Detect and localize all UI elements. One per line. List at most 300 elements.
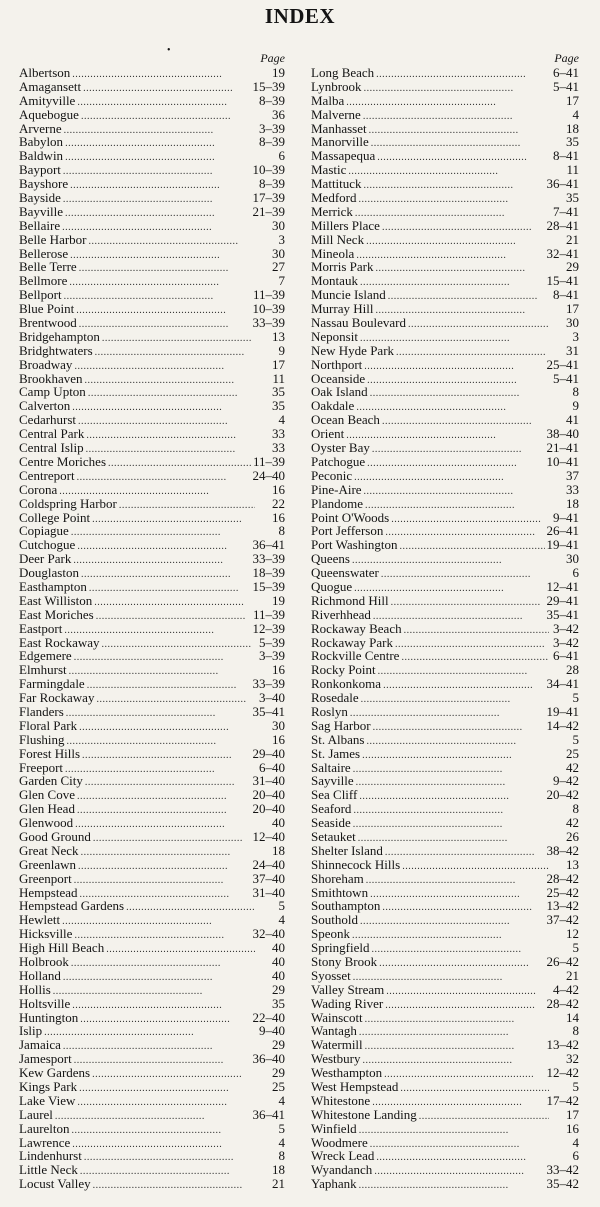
entry-place-name: Wading River [311, 995, 384, 1011]
entry-place-name: Riverhhead [311, 606, 371, 622]
entry-page-number: 3–42 [553, 620, 579, 636]
index-entry [311, 1066, 579, 1080]
entry-place-name: Elmhurst [19, 662, 67, 678]
dot-leader [70, 249, 255, 263]
dot-leader [93, 832, 251, 846]
index-entry [19, 247, 285, 261]
entry-place-name: Oyster Bay [311, 440, 370, 456]
index-entry [19, 483, 285, 497]
entry-place-name: Greenlawn [19, 856, 77, 872]
entry-place-name: Hempstead Gardens [19, 898, 125, 914]
entry-page-number: 35 [272, 398, 285, 414]
dot-leader [348, 165, 549, 179]
entry-place-name: Point O'Woods [311, 509, 390, 525]
entry-place-name: Bridgehampton [19, 328, 100, 344]
entry-place-name: Kings Park [19, 1079, 78, 1095]
entry-page-number: 4 [572, 106, 579, 122]
dot-leader [108, 457, 251, 471]
entry-page-number: 16 [272, 481, 285, 497]
dot-leader [391, 513, 549, 527]
dot-leader [402, 860, 549, 874]
index-entry [19, 177, 285, 191]
entry-page-number: 4 [572, 1134, 579, 1150]
entry-page-number: 3 [278, 231, 285, 247]
entry-page-number: 21–39 [252, 203, 285, 219]
entry-place-name: Camp Upton [19, 384, 86, 400]
dot-leader [95, 346, 255, 360]
entry-page-number: 5 [278, 898, 285, 914]
index-entry [311, 66, 579, 80]
dot-leader [419, 1110, 549, 1124]
dot-leader [369, 124, 549, 138]
entry-place-name: Lindenhurst [19, 1148, 82, 1164]
dot-leader [385, 526, 544, 540]
entry-page-number: 9–42 [553, 773, 579, 789]
index-entry [19, 788, 285, 802]
index-entry [19, 774, 285, 788]
entry-place-name: Peconic [311, 467, 353, 483]
entry-place-name: Watermill [311, 1037, 363, 1053]
dot-leader [80, 1165, 255, 1179]
entry-place-name: Mastic [311, 162, 347, 178]
index-entry [19, 1066, 285, 1080]
entry-page-number: 14 [566, 1009, 579, 1025]
dot-leader [360, 276, 545, 290]
entry-page-number: 30 [566, 551, 579, 567]
entry-place-name: Rocky Point [311, 662, 376, 678]
dot-leader [370, 888, 544, 902]
dot-leader [83, 82, 250, 96]
index-entry [311, 233, 579, 247]
dot-leader [404, 624, 549, 638]
entry-place-name: East Moriches [19, 606, 94, 622]
index-entry [311, 761, 579, 775]
entry-page-number: 15–39 [252, 578, 285, 594]
dot-leader [74, 651, 255, 665]
dot-leader [375, 262, 549, 276]
entry-page-number: 33–39 [252, 551, 285, 567]
entry-page-number: 5 [572, 940, 579, 956]
index-entry [19, 372, 285, 386]
entry-page-number: 21 [566, 231, 579, 247]
index-entry [311, 691, 579, 705]
entry-place-name: Lynbrook [311, 78, 362, 94]
entry-page-number: 35–42 [546, 1176, 579, 1192]
entry-page-number: 12–39 [252, 620, 285, 636]
dot-leader [89, 235, 255, 249]
index-entry [19, 274, 285, 288]
entry-place-name: Port Washington [311, 537, 398, 553]
index-entry [311, 1177, 579, 1191]
dot-leader [370, 387, 549, 401]
dot-leader [86, 429, 255, 443]
dot-leader [363, 1054, 550, 1068]
dot-leader [102, 332, 255, 346]
entry-page-number: 41 [566, 412, 579, 428]
index-entry [19, 511, 285, 525]
entry-page-number: 16 [272, 731, 285, 747]
dot-leader [399, 540, 544, 554]
dot-leader [73, 554, 250, 568]
dot-leader [396, 346, 549, 360]
dot-leader [359, 1026, 549, 1040]
entry-place-name: Manhasset [311, 120, 367, 136]
entry-place-name: Coldspring Harbor [19, 495, 117, 511]
entry-page-number: 21 [566, 967, 579, 983]
dot-leader [63, 971, 255, 985]
index-entry [19, 691, 285, 705]
entry-place-name: Glen Cove [19, 787, 75, 803]
dot-leader [64, 124, 255, 138]
dot-leader [401, 651, 549, 665]
dot-leader [65, 763, 255, 777]
entry-place-name: Sea Cliff [311, 787, 358, 803]
index-entry [311, 1080, 579, 1094]
entry-place-name: Good Ground [19, 828, 91, 844]
entry-page-number: 6–41 [553, 65, 579, 80]
entry-page-number: 18–39 [252, 565, 285, 581]
entry-place-name: Millers Place [311, 217, 380, 233]
entry-place-name: Hollis [19, 981, 51, 997]
entry-place-name: Mill Neck [311, 231, 365, 247]
entry-place-name: Farmingdale [19, 676, 85, 692]
entry-place-name: Whitestone Landing [311, 1106, 417, 1122]
entry-place-name: Wantagh [311, 1023, 357, 1039]
dot-leader [353, 763, 549, 777]
dot-leader [74, 874, 251, 888]
index-entry [19, 1163, 285, 1177]
entry-page-number: 33–42 [546, 1162, 579, 1178]
entry-place-name: Setauket [311, 828, 356, 844]
entry-page-number: 22–40 [252, 1009, 285, 1025]
index-entry [311, 302, 579, 316]
entry-place-name: Northport [311, 356, 363, 372]
entry-page-number: 4 [278, 1134, 285, 1150]
index-entry [19, 344, 285, 358]
entry-place-name: Jamaica [19, 1037, 61, 1053]
index-entry [19, 413, 285, 427]
entry-place-name: Southold [311, 912, 358, 928]
entry-page-number: 33 [272, 440, 285, 456]
index-entry [311, 80, 579, 94]
entry-place-name: Wainscott [311, 1009, 363, 1025]
index-entry [311, 774, 579, 788]
entry-place-name: Hicksville [19, 926, 73, 942]
entry-place-name: Rockaway Beach [311, 620, 402, 636]
entry-page-number: 5 [572, 690, 579, 706]
index-entry [311, 524, 579, 538]
entry-page-number: 16 [272, 509, 285, 525]
entry-page-number: 11–39 [252, 606, 285, 622]
index-entry [19, 941, 285, 955]
entry-place-name: Orient [311, 426, 345, 442]
dot-leader [96, 693, 255, 707]
index-entry [311, 191, 579, 205]
dot-leader [70, 179, 255, 193]
index-entry [311, 316, 579, 330]
page-title: INDEX [264, 4, 336, 28]
entry-place-name: Seaford [311, 801, 352, 817]
dot-leader [359, 1179, 545, 1193]
index-entry [311, 260, 579, 274]
dot-leader [85, 374, 255, 388]
index-entry [19, 872, 285, 886]
dot-leader [79, 1082, 255, 1096]
entry-place-name: Bridghtwaters [19, 342, 93, 358]
entry-place-name: Ocean Beach [311, 412, 380, 428]
dot-leader [77, 804, 251, 818]
entry-page-number: 8–41 [553, 148, 579, 164]
entry-page-number: 8 [572, 1023, 579, 1039]
entry-page-number: 19–41 [546, 703, 579, 719]
dot-leader [72, 68, 255, 82]
index-entry [19, 441, 285, 455]
index-entry [19, 1024, 285, 1038]
dot-leader [385, 999, 544, 1013]
entry-place-name: Eastport [19, 620, 63, 636]
entry-page-number: 8 [278, 1148, 285, 1164]
index-entry [19, 1080, 285, 1094]
entry-page-number: 17–39 [252, 190, 285, 206]
entry-page-number: 6 [572, 1148, 579, 1164]
dot-leader [367, 457, 544, 471]
dot-leader [359, 790, 544, 804]
entry-place-name: Deer Park [19, 551, 72, 567]
entry-page-number: 9 [278, 342, 285, 358]
index-entry [19, 622, 285, 636]
index-entry [19, 469, 285, 483]
index-entry [311, 816, 579, 830]
entry-page-number: 36–40 [252, 1051, 285, 1067]
entry-place-name: Blue Point [19, 301, 75, 317]
entry-page-number: 3–39 [259, 648, 285, 664]
entry-page-number: 12–42 [546, 1065, 579, 1081]
entry-place-name: Little Neck [19, 1162, 78, 1178]
entry-page-number: 31 [566, 342, 579, 358]
index-entry [311, 913, 579, 927]
entry-place-name: Bellmore [19, 273, 68, 289]
dot-leader [395, 638, 549, 652]
dot-leader [75, 818, 255, 832]
entry-page-number: 38–40 [546, 426, 579, 442]
dot-leader [126, 901, 255, 915]
entry-page-number: 8 [278, 523, 285, 539]
entry-page-number: 13–42 [546, 898, 579, 914]
entry-page-number: 15–39 [252, 78, 285, 94]
entry-page-number: 28 [566, 662, 579, 678]
dot-leader [384, 1068, 544, 1082]
dot-leader [81, 568, 251, 582]
index-entry [19, 524, 285, 538]
index-list-left [19, 66, 285, 1191]
index-entry [19, 94, 285, 108]
index-column-left [19, 50, 285, 1191]
entry-place-name: Forest Hills [19, 745, 81, 761]
dot-leader [370, 1138, 549, 1152]
dot-leader [65, 137, 255, 151]
dot-leader [44, 1026, 255, 1040]
entry-place-name: East Rockaway [19, 634, 100, 650]
entry-page-number: 40 [272, 815, 285, 831]
entry-page-number: 20–40 [252, 801, 285, 817]
entry-place-name: Springfield [311, 940, 370, 956]
entry-page-number: 36 [272, 106, 285, 122]
dot-leader [359, 1124, 549, 1138]
index-entry [19, 1136, 285, 1150]
dot-leader [87, 679, 251, 693]
dot-leader [354, 471, 549, 485]
entry-page-number: 35 [272, 995, 285, 1011]
entry-page-number: 15–41 [546, 273, 579, 289]
entry-place-name: Whitestone [311, 1092, 371, 1108]
index-entry [19, 580, 285, 594]
entry-place-name: Queens [311, 551, 350, 567]
dot-leader [386, 985, 549, 999]
index-entry [311, 358, 579, 372]
entry-place-name: Hempstead [19, 884, 78, 900]
entry-place-name: Kew Gardens [19, 1065, 91, 1081]
dot-leader [79, 318, 251, 332]
entry-place-name: Yaphank [311, 1176, 357, 1192]
entry-place-name: Rockville Centre [311, 648, 400, 664]
entry-place-name: Huntington [19, 1009, 79, 1025]
entry-page-number: 31–40 [252, 884, 285, 900]
dot-leader [53, 985, 255, 999]
dot-leader [346, 429, 544, 443]
dot-leader [356, 776, 549, 790]
index-entry [19, 677, 285, 691]
dot-leader [361, 693, 549, 707]
entry-page-number: 40 [272, 954, 285, 969]
entry-page-number: 6–41 [553, 648, 579, 664]
index-entry [311, 205, 579, 219]
entry-place-name: Locust Valley [19, 1176, 91, 1192]
entry-page-number: 4 [278, 412, 285, 428]
dot-leader [76, 304, 250, 318]
entry-place-name: Broadway [19, 356, 73, 372]
dot-leader [84, 1151, 255, 1165]
index-entry [311, 219, 579, 233]
page-column-heading: Page [554, 51, 579, 65]
dot-leader [372, 943, 550, 957]
entry-page-number: 40 [272, 967, 285, 983]
entry-page-number: 29 [272, 1065, 285, 1081]
entry-place-name: Lawrence [19, 1134, 71, 1150]
index-entry [311, 622, 579, 636]
index-entry [311, 594, 579, 608]
index-entry [311, 636, 579, 650]
entry-place-name: Seaside [311, 815, 351, 831]
dot-leader [92, 513, 255, 527]
dot-leader [376, 68, 549, 82]
dot-leader [365, 1013, 549, 1027]
entry-page-number: 35 [566, 134, 579, 150]
entry-place-name: Stony Brook [311, 954, 378, 969]
entry-page-number: 8–39 [259, 176, 285, 192]
entry-place-name: Belle Terre [19, 259, 77, 275]
entry-place-name: Albertson [19, 65, 71, 80]
entry-page-number: 17–42 [546, 1092, 579, 1108]
entry-place-name: Rockaway Park [311, 634, 393, 650]
entry-place-name: Holland [19, 967, 61, 983]
dot-leader [77, 1096, 255, 1110]
entry-page-number: 13 [566, 856, 579, 872]
entry-page-number: 33–39 [252, 676, 285, 692]
entry-page-number: 36–41 [546, 176, 579, 192]
index-entry [311, 441, 579, 455]
index-entry [311, 163, 579, 177]
index-entry [19, 802, 285, 816]
entry-page-number: 18 [272, 842, 285, 858]
entry-place-name: Medford [311, 190, 357, 206]
dot-leader [376, 1151, 549, 1165]
dot-leader [78, 860, 250, 874]
dot-leader [81, 110, 255, 124]
entry-place-name: Hewlett [19, 912, 61, 928]
dot-leader [371, 137, 549, 151]
dot-leader [65, 151, 255, 165]
dot-leader [85, 776, 251, 790]
entry-place-name: Roslyn [311, 703, 348, 719]
entry-place-name: Greenport [19, 870, 72, 886]
dot-leader [72, 401, 255, 415]
index-entry [19, 761, 285, 775]
index-entry [311, 663, 579, 677]
entry-place-name: Plandome [311, 495, 363, 511]
entry-place-name: Easthampton [19, 578, 87, 594]
dot-leader [356, 249, 544, 263]
dot-leader [119, 499, 255, 513]
entry-place-name: Neponsit [311, 328, 358, 344]
entry-page-number: 10–39 [252, 301, 285, 317]
index-entry [19, 399, 285, 413]
index-entry [19, 385, 285, 399]
index-entry [311, 830, 579, 844]
index-entry [19, 705, 285, 719]
index-entry [311, 802, 579, 816]
entry-page-number: 29–40 [252, 745, 285, 761]
entry-page-number: 37–42 [546, 912, 579, 928]
entry-place-name: Westhampton [311, 1065, 383, 1081]
entry-place-name: Holbrook [19, 954, 69, 969]
index-entry [311, 705, 579, 719]
entry-page-number: 8–39 [259, 92, 285, 108]
entry-place-name: Bayside [19, 190, 61, 206]
entry-place-name: Murray Hill [311, 301, 374, 317]
entry-place-name: Amagansett [19, 78, 82, 94]
dot-leader [364, 179, 545, 193]
entry-place-name: Lake View [19, 1092, 76, 1108]
index-entry [19, 608, 285, 622]
entry-page-number: 32–40 [252, 926, 285, 942]
dot-leader [388, 290, 549, 304]
dot-leader [366, 874, 545, 888]
index-entry [19, 497, 285, 511]
index-entry [311, 552, 579, 566]
dot-leader [102, 638, 255, 652]
dot-leader [82, 749, 250, 763]
entry-page-number: 4 [278, 1092, 285, 1108]
entry-page-number: 12–41 [546, 578, 579, 594]
entry-page-number: 28–42 [546, 995, 579, 1011]
dot-leader [356, 401, 549, 415]
entry-place-name: Laurel [19, 1106, 53, 1122]
index-entry [311, 1122, 579, 1136]
entry-page-number: 8–41 [553, 287, 579, 303]
entry-place-name: Bayport [19, 162, 61, 178]
entry-page-number: 30 [272, 717, 285, 733]
index-entry [311, 566, 579, 580]
